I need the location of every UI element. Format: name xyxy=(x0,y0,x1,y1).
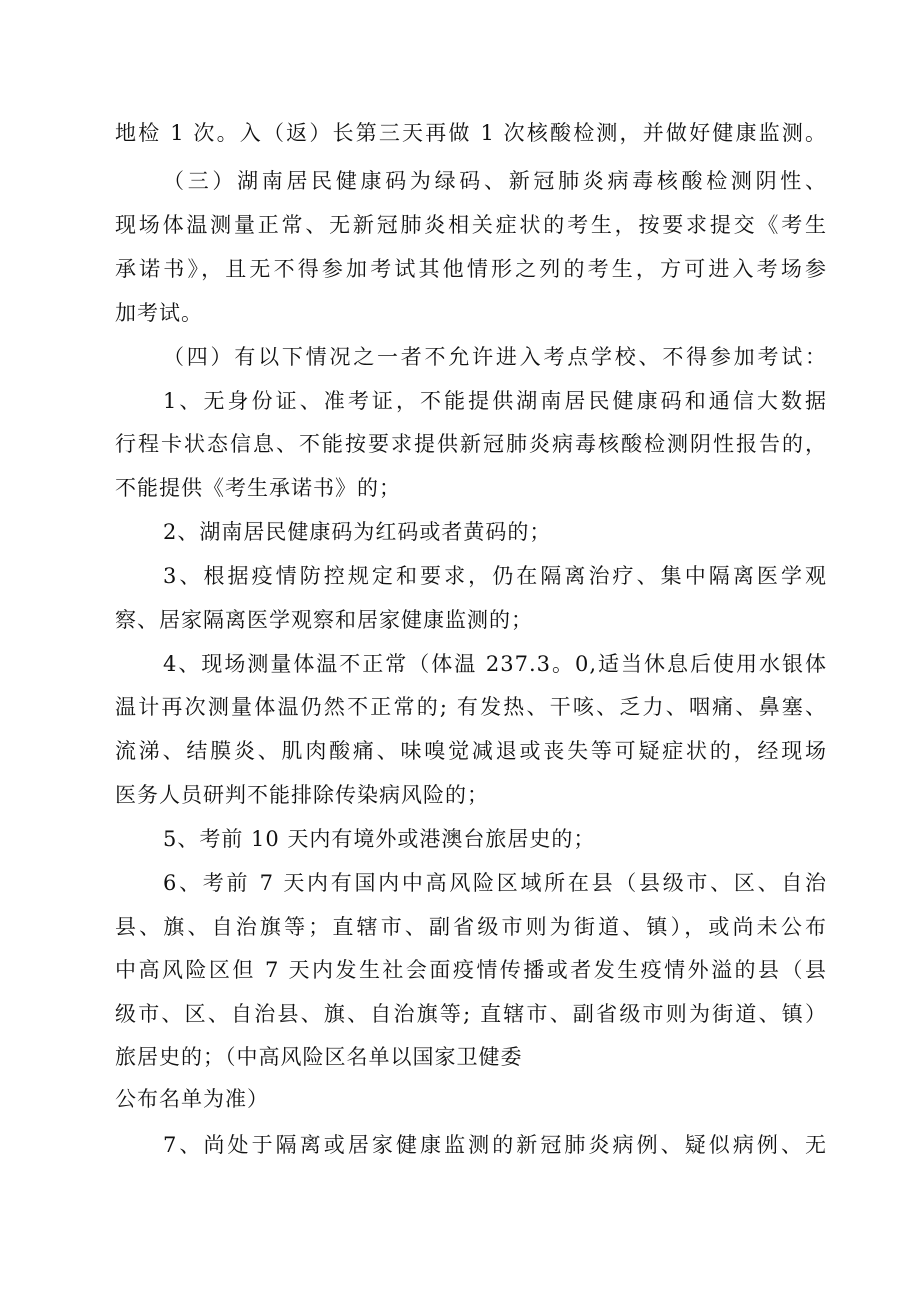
text-line-18: 6、考前 7 天内有国内中高风险区域所在县（县级市、区、自治 xyxy=(163,871,827,895)
text-line-13: 4、现场测量体温不正常（体温 237.3。0,适当休息后使用水银体 xyxy=(163,652,827,676)
text-line-5: 加考试。 xyxy=(115,301,203,325)
text-line-24: 7、尚处于隔离或居家健康监测的新冠肺炎病例、疑似病例、无 xyxy=(163,1133,827,1157)
text-line-15: 流涕、结膜炎、肌肉酸痛、味嗅觉减退或丧失等可疑症状的，经现场 xyxy=(115,739,827,763)
text-line-12: 察、居家隔离医学观察和居家健康监测的； xyxy=(115,608,533,632)
text-line-19: 县、旗、自治旗等；直辖市、副省级市则为街道、镇），或尚未公布 xyxy=(115,915,827,939)
text-line-20: 中高风险区但 7 天内发生社会面疫情传播或者发生疫情外溢的县（县 xyxy=(115,958,827,982)
text-line-3: 现场体温测量正常、无新冠肺炎相关症状的考生，按要求提交《考生 xyxy=(115,213,827,237)
text-line-23: 公布名单为准） xyxy=(115,1087,269,1111)
text-line-7: 1、无身份证、准考证，不能提供湖南居民健康码和通信大数据 xyxy=(163,389,827,413)
text-line-14: 温计再次测量体温仍然不正常的; 有发热、干咳、乏力、咽痛、鼻塞、 xyxy=(115,695,827,719)
text-line-2: （三）湖南居民健康码为绿码、新冠肺炎病毒核酸检测阴性、 xyxy=(163,169,827,193)
text-line-1: 地检 1 次。入（返）长第三天再做 1 次核酸检测，并做好健康监测。 xyxy=(115,121,827,145)
text-line-22: 旅居史的；（中高风险区名单以国家卫健委 xyxy=(115,1045,523,1069)
text-line-10: 2、湖南居民健康码为红码或者黄码的； xyxy=(163,520,552,544)
text-line-21: 级市、区、自治县、旗、自治旗等; 直辖市、副省级市则为街道、镇） xyxy=(115,1002,827,1026)
text-line-16: 医务人员研判不能排除传染病风险的； xyxy=(115,783,489,807)
text-line-4: 承诺书》，且无不得参加考试其他情形之列的考生，方可进入考场参 xyxy=(115,257,827,281)
text-line-11: 3、根据疫情防控规定和要求，仍在隔离治疗、集中隔离医学观 xyxy=(163,564,827,588)
text-line-8: 行程卡状态信息、不能按要求提供新冠肺炎病毒核酸检测阴性报告的， xyxy=(115,432,827,456)
text-line-17: 5、考前 10 天内有境外或港澳台旅居史的； xyxy=(163,827,596,851)
text-line-6: （四）有以下情况之一者不允许进入考点学校、不得参加考试： xyxy=(163,345,827,369)
text-line-9: 不能提供《考生承诺书》的； xyxy=(115,476,401,500)
